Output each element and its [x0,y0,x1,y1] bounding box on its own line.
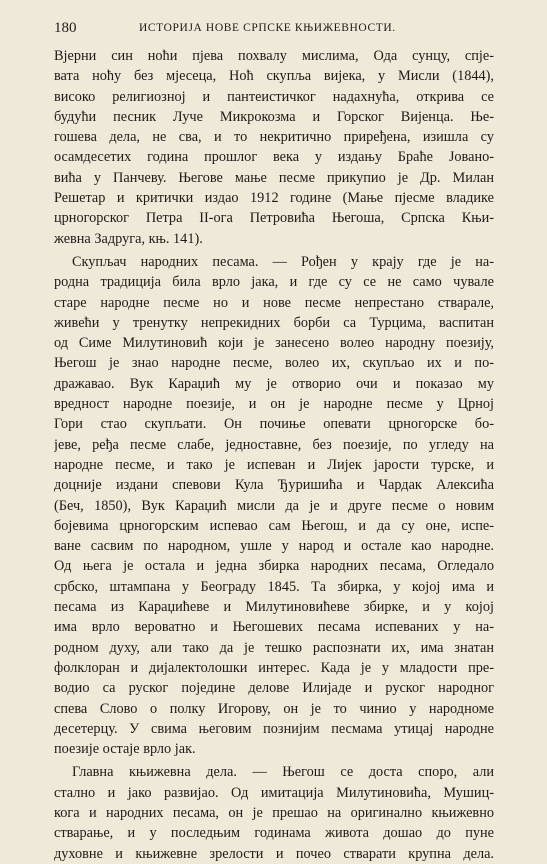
page-number: 180 [54,20,77,36]
text-line: црногорског Петра II-ога Петровића Његоша, Српска Књи- [54,210,494,227]
text-line: ване сасвим по народном, ушле у народ и остале као народне. [54,538,494,555]
text-line: вата ноћу без мјесеца, Ноћ скупља вијека, у Мисли (1844), [54,68,494,85]
text-line: од Симе Милутиновић који је занесено волео народну поезију, [54,335,494,352]
text-line: Решетар и критички издао 1912 године (Мање пјесме владике [54,190,494,207]
text-line: стварање, и у последњим годинама живота дошао до пуне [54,825,494,842]
page-header [54,20,494,40]
body-text [54,46,494,864]
text-line: жевна Задруга, књ. 141). [54,230,203,247]
text-line: гошева дела, не сва, и то некритично приређена, изишла су [54,129,494,146]
text-line: (Беч, 1850), Вук Караџић мисли да је и друге песме о новим [54,497,494,514]
text-line: Главна књижевна дела. — Његош се доста споро, али [72,764,494,781]
text-line: десетерцу. У свима његовим познијим песмама утицај народне [54,720,494,737]
text-line: бојевима црногорским испевао сам Његош, и да су оне, испе- [54,517,494,534]
text-line: Вјерни син ноћи пјева похвалу мислима, Ода сунцу, спје- [54,48,494,64]
text-line: народне песме, и тако је испеван и Лијек јарости турске, и [54,456,494,473]
text-line: има врло вероватно и Његошевих песама испеваних у на- [54,619,494,636]
running-title: ИСТОРИЈА НОВЕ СРПСКЕ КЊИЖЕВНОСТИ. [139,22,396,34]
text-line: спева Слово о полку Игорову, он је то чинио у народноме [54,700,494,717]
text-line: србско, штампана у Београду 1845. Та збирка, у којој има и [54,578,494,595]
text-line: водио са руског поједине делове Илијаде и руског народног [54,680,494,697]
text-line: будући песник Луче Микрокозма и Горског Вијенца. Ње- [54,108,494,125]
text-line: дражавао. Вук Караџић му је отворио очи и показао му [54,375,494,392]
text-line: песама из Караџићеве и Милутиновићеве збирке, и у којој [54,599,494,616]
text-line: кога и народних песама, он је прешао на оригинално књижевно [54,804,494,821]
text-line: јеве, ређа песме слабе, једноставне, без поезије, по угледу на [54,436,494,453]
text-line: Његош је знао народне песме, волео их, скупљао их и по- [54,355,494,372]
text-line: стално и јако развијао. Од имитација Милутиновића, Мушиц- [54,784,494,801]
text-line: доцније издани спевови Кула Ђуришића и Чардак Алексића [54,477,494,494]
text-line: Од њега је остала и једна збирка народних песама, Огледало [54,558,494,575]
text-line: Скупљач народних песама. — Рођен у крају где је на- [72,253,494,270]
text-line: поезије остаје врло јак. [54,741,196,758]
text-line: старе народне песме но и нове песме непрестано стварале, [54,294,494,311]
text-line: високо религиозној и пантеистичког надахнућа, открива се [54,88,494,105]
text-line: Гори стао скупљати. Он почиње опевати црногорске бо- [54,416,494,433]
text-line: духовне и књижевне зрелости и почео стварати крупна дела. [54,845,494,862]
text-line: вића у Панчеву. Његове мање песме прикупио је Др. Милан [54,169,494,186]
text-line: фолклоран и дијалектолошки интерес. Када је у младости пре- [54,659,494,676]
text-line: родном духу, али тако да је тешко распознати их, има знатан [54,639,494,656]
text-line: осамдесетих година прошлог века у издању Браће Јовано- [54,149,494,166]
text-line: живећи у тренутку непрекидних борби са Турцима, васпитан [54,314,494,331]
text-line: родна традиција била врло јака, и где су се не само чувале [54,274,494,291]
text-line: вредност народне поезије, и он је народне песме у Црној [54,396,494,413]
